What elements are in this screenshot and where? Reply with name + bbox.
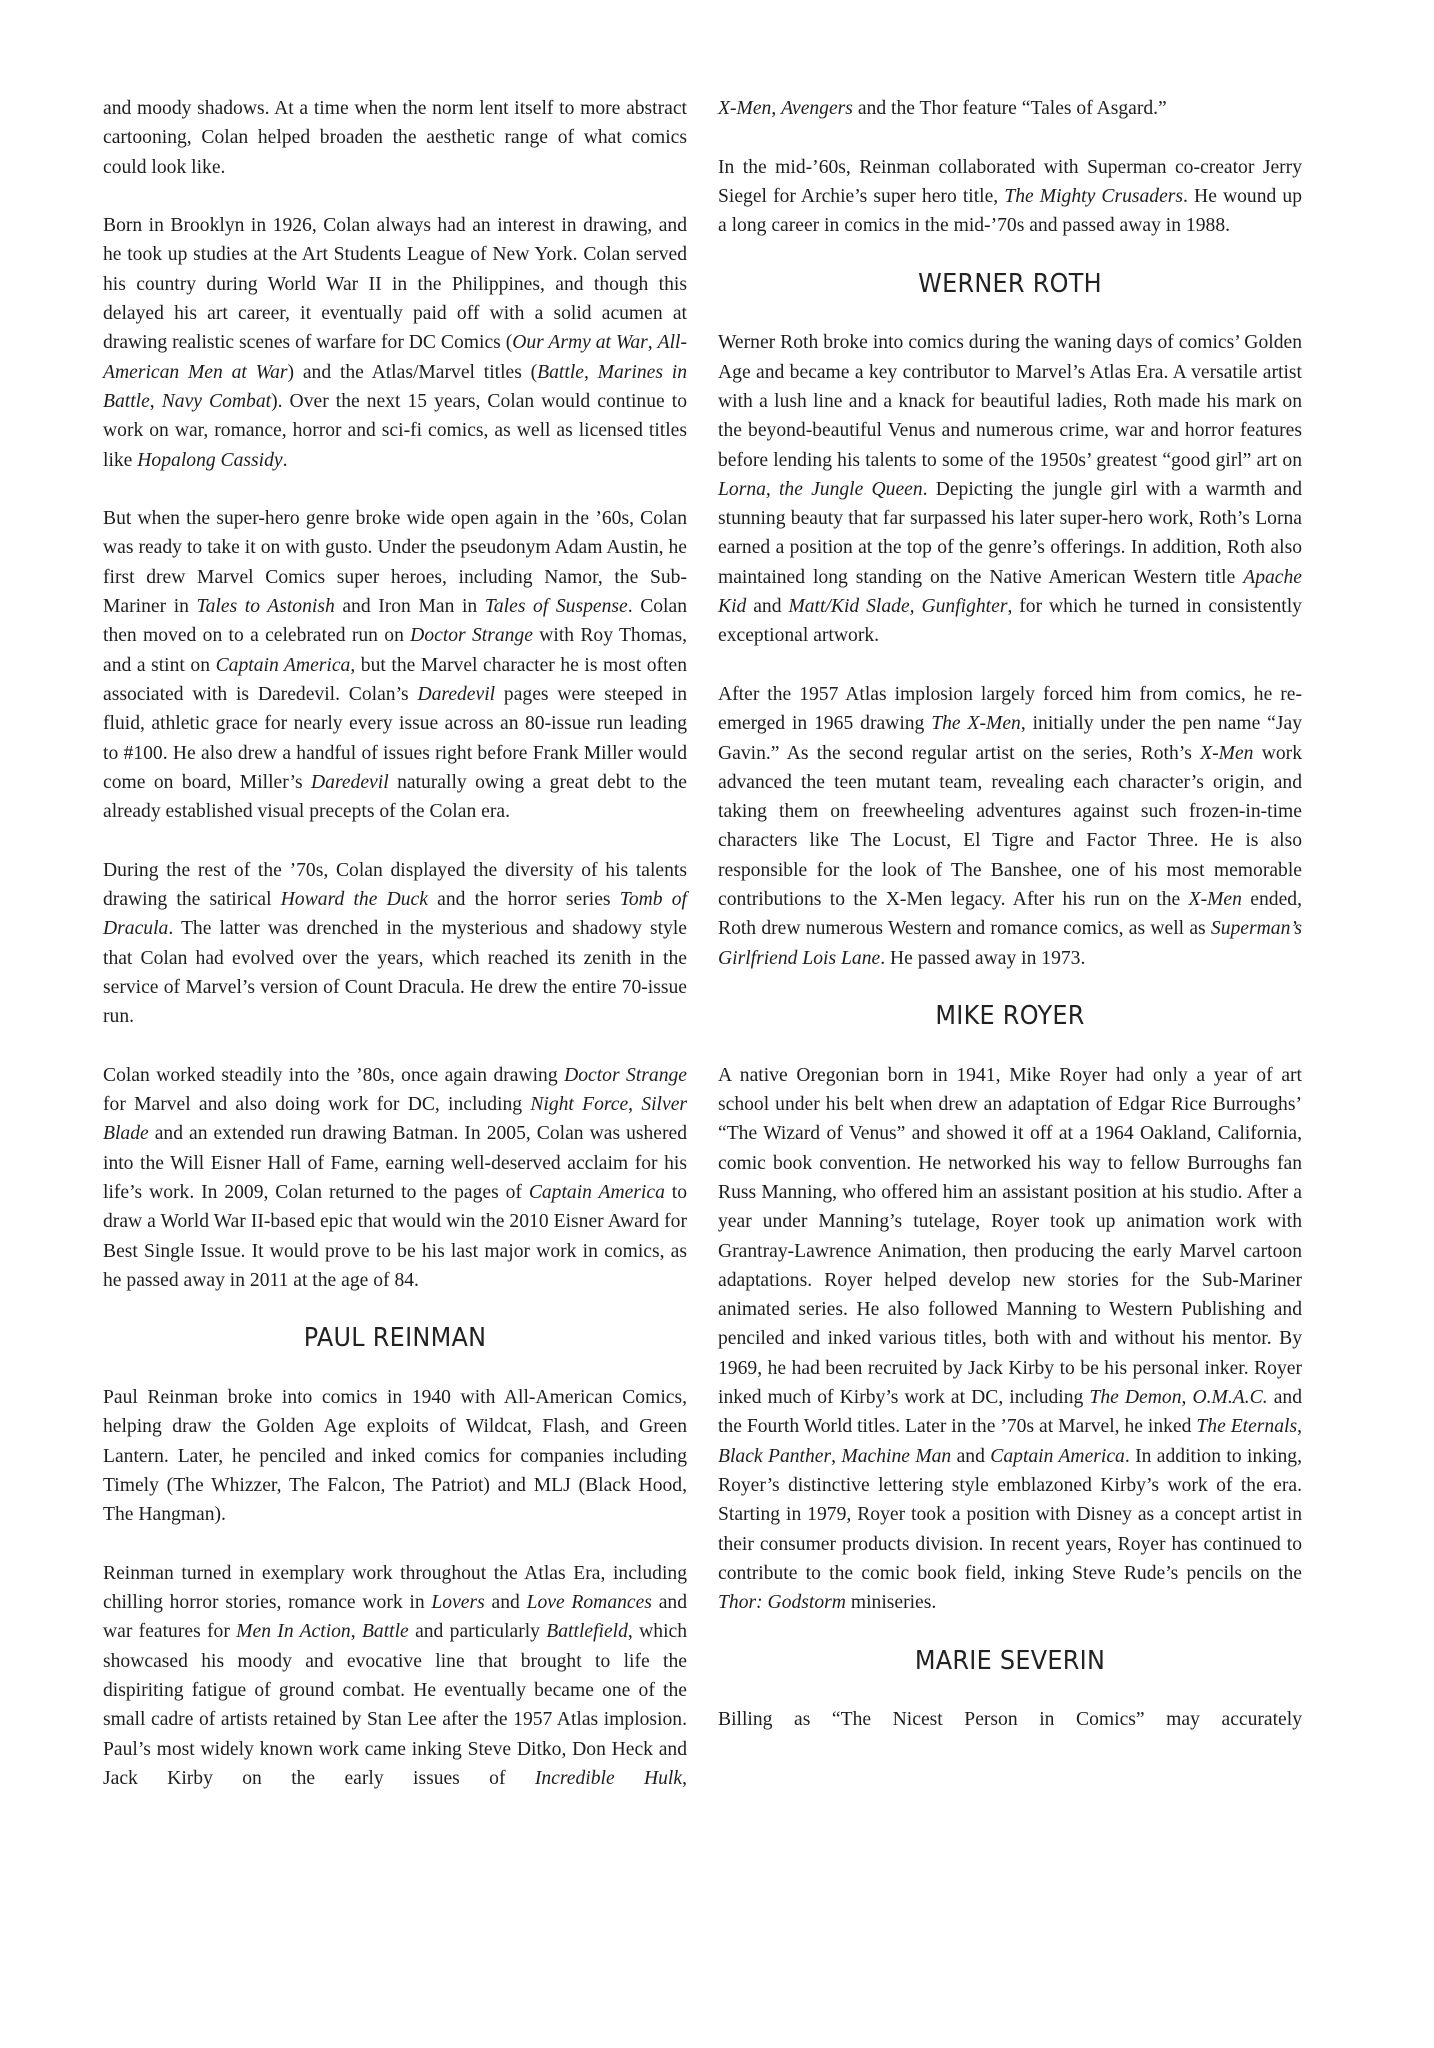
- italic-title: Love Romances: [526, 1592, 652, 1614]
- paragraph: [718, 153, 1302, 241]
- text-run: , for which he turned in consistently exceptional artwork.: [718, 596, 1302, 647]
- italic-title: Captain America: [215, 654, 351, 676]
- text-run: ,: [628, 1094, 642, 1116]
- text-run: ,: [1297, 1416, 1302, 1438]
- italic-title: Superman’s Girlfriend Lois Lane: [718, 918, 1302, 969]
- text-run: Reinman turned in exemplary work throughout the Atlas Era, including chilling horror stories, romance work in: [103, 1562, 687, 1614]
- text-run: . In addition to inking, Royer’s distinctive lettering style emblazoned Kirby’s work of the era. Starting in 1979, Royer took a position with Disney as a concept artist in their consumer products division. In recent years, Royer has continued to contribute to the comic book field, inking Steve Rude’s pencils on the: [718, 1445, 1302, 1584]
- paragraph: [718, 94, 1302, 123]
- italic-title: Captain America: [528, 1181, 665, 1203]
- text-run: and: [484, 1592, 527, 1614]
- text-run: ,: [583, 361, 598, 383]
- italic-title: O.M.A.C.: [1192, 1387, 1268, 1409]
- text-run: and: [951, 1445, 991, 1467]
- text-run: . He passed away in 1973.: [880, 947, 1086, 969]
- text-run: and the Thor feature “Tales of Asgard.”: [852, 98, 1167, 119]
- text-run: ,: [771, 98, 782, 119]
- italic-title: Battlefield: [546, 1621, 628, 1643]
- italic-title: Matt/Kid Slade, Gunfighter: [788, 596, 1008, 618]
- italic-title: Daredevil: [417, 683, 496, 705]
- italic-title: Doctor Strange: [410, 625, 533, 647]
- italic-title: Tales of Suspense: [484, 596, 628, 618]
- text-run: to draw a World War II-based epic that would win the 2010 Eisner Award for Best Single Issue. It would prove to be his last major work in comics, as he passed away in 2011 at the age of 84.: [103, 1181, 688, 1291]
- text-run: ) and the Atlas/Marvel titles (: [287, 361, 538, 383]
- paragraph: [103, 1559, 687, 1793]
- section-heading: WERNER ROTH: [918, 268, 1102, 299]
- text-run: work advanced the teen mutant team, revealing each character’s origin, and taking them on freewheeling adventures against such frozen-in-time characters like The Locust, El Tigre and Factor Three. He is also responsible for the look of The Banshee, one of his most memorable contributions to the X-Men legacy. After his run on the: [718, 742, 1302, 911]
- paragraph: [718, 680, 1302, 973]
- paragraph: [103, 1383, 687, 1529]
- italic-title: Men In Action: [236, 1621, 351, 1643]
- text-run: After the 1957 Atlas implosion largely forced him from comics, he re-emerged in 1965 drawing: [718, 683, 1302, 735]
- text-run: with Roy Thomas, and a stint on: [103, 625, 687, 676]
- italic-title: Avengers: [781, 98, 853, 119]
- text-run: and war features for: [103, 1592, 687, 1643]
- italic-title: Hopalong Cassidy: [137, 449, 283, 471]
- italic-title: X-Men: [718, 98, 772, 119]
- italic-title: Daredevil: [311, 771, 389, 793]
- italic-title: Doctor Strange: [564, 1064, 687, 1086]
- italic-title: All-American Men at War: [103, 332, 687, 383]
- text-run: . Depicting the jungle girl with a warmth and stunning beauty that far surpassed his later super-hero work, Roth’s Lorna earned a position at the top of the genre’s offerings. In addition, Roth also maintained long standing on the Native American Western title: [718, 478, 1302, 588]
- italic-title: Tales to Astonish: [196, 596, 335, 618]
- text-run: During the rest of the ’70s, Colan displayed the diversity of his talents drawing the satirical: [103, 859, 687, 911]
- text-run: , which showcased his moody and evocative line that brought to life the dispiriting fatigue of ground combat. He eventually became one of the small cadre of artists retained by Stan Lee after the 1957 Atlas implosion. Paul’s most widely known work came inking Steve Ditko, Don Heck and Jack Kirby on the early issues of: [103, 1621, 688, 1789]
- italic-title: Battle: [361, 1621, 409, 1643]
- text-run: , initially under the pen name “Jay Gavin.” As the second regular artist on the series, Roth’s: [718, 713, 1302, 764]
- italic-title: Black Panther: [718, 1445, 832, 1467]
- section-heading: MARIE SEVERIN: [914, 1645, 1106, 1676]
- italic-title: Silver Blade: [103, 1094, 688, 1145]
- text-run: and an extended run drawing Batman. In 2005, Colan was ushered into the Will Eisner Hall of Fame, earning well-deserved acclaim for his life’s work. In 2009, Colan returned to the pages of: [103, 1123, 687, 1203]
- paragraph: [718, 328, 1302, 650]
- italic-title: Night Force: [530, 1094, 629, 1116]
- text-run: naturally owing a great debt to the already established visual precepts of the Colan era.: [103, 771, 688, 823]
- left-column: [103, 94, 687, 1823]
- section-heading: MIKE ROYER: [935, 1001, 1085, 1032]
- italic-title: Lorna, the Jungle Queen: [718, 478, 923, 500]
- paragraph: [103, 94, 687, 182]
- text-run: Colan worked steadily into the ’80s, once again drawing: [103, 1064, 565, 1086]
- italic-title: Battle: [537, 361, 584, 383]
- italic-title: The Eternals: [1196, 1416, 1298, 1438]
- italic-title: Our Army at War: [512, 332, 648, 354]
- italic-title: Apache Kid: [718, 566, 1302, 618]
- italic-title: X-Men: [1188, 889, 1242, 911]
- text-run: ended, Roth drew numerous Western and romance comics, as well as: [718, 889, 1302, 940]
- text-run: ,: [350, 1621, 362, 1643]
- text-run: . He wound up a long career in comics in the mid-’70s and passed away in 1988.: [718, 185, 1303, 237]
- text-run: A native Oregonian born in 1941, Mike Royer had only a year of art school under his belt when drew an adaptation of Edgar Rice Burroughs’ “The Wizard of Venus” and showed it off at a 1964 Oakland, California, comic book convention. He networked his way to fellow Burroughs fan Russ Manning, who offered him an assistant position at his studio. After a year under Manning’s tutelage, Royer took up animation work with Grantray-Lawrence Animation, then producing the early Marvel cartoon adaptations. Royer helped develop new stories for the Sub-Mariner animated series. He also followed Manning to Western Publishing and penciled and inked various titles, both with and without his mentor. By 1969, he had been recruited by Jack Kirby to be his personal inker. Royer inked much of Kirby’s work at DC, including: [718, 1064, 1302, 1409]
- text-run: .: [282, 449, 288, 471]
- italic-title: Marines in Battle: [103, 361, 687, 412]
- text-run: ,: [149, 390, 162, 412]
- paragraph: [103, 504, 687, 826]
- italic-title: Machine Man: [841, 1445, 952, 1467]
- text-run: for Marvel and also doing work for DC, including: [103, 1094, 531, 1116]
- paragraph: [718, 1061, 1302, 1618]
- section-heading: PAUL REINMAN: [303, 1323, 487, 1354]
- italic-title: Howard the Duck: [280, 889, 428, 911]
- text-run: pages were steeped in fluid, athletic grace for nearly every issue across an 80-issue run leading to #100. He also drew a handful of issues right before Frank Miller would come on board, Miller’s: [103, 683, 687, 793]
- italic-title: Incredible Hulk: [534, 1767, 683, 1789]
- text-run: ,: [682, 1767, 687, 1789]
- text-run: , but the Marvel character he is most often associated with is Daredevil. Colan’s: [103, 654, 687, 705]
- paragraph: [718, 1705, 1302, 1734]
- text-run: ). Over the next 15 years, Colan would continue to work on war, romance, horror and sci-fi comics, as well as licensed titles like: [103, 390, 687, 471]
- italic-title: The Demon: [1089, 1387, 1182, 1409]
- italic-title: Lovers: [431, 1592, 485, 1614]
- text-run: . Colan then moved on to a celebrated run on: [103, 596, 687, 647]
- paragraph: [103, 1061, 687, 1295]
- text-run: and moody shadows. At a time when the norm lent itself to more abstract cartooning, Colan helped broaden the aesthetic range of what comics could look like.: [103, 98, 687, 178]
- text-run: and Iron Man in: [334, 596, 485, 618]
- text-run: Born in Brooklyn in 1926, Colan always had an interest in drawing, and he took up studies at the Art Students League of New York. Colan served his country during World War II in the Philippines, and though this delayed his art career, it eventually paid off with a solid acumen at drawing realistic scenes of warfare for DC Comics (: [103, 215, 687, 354]
- text-run: . The latter was drenched in the mysterious and shadowy style that Colan had evolved over the years, which reached its zenith in the service of Marvel’s version of Count Dracula. He drew the entire 70-issue run.: [103, 918, 687, 1028]
- text-run: ,: [831, 1445, 842, 1467]
- text-run: ,: [647, 332, 658, 354]
- italic-title: Tomb of Dracula: [103, 889, 687, 940]
- text-run: ,: [1181, 1387, 1193, 1409]
- text-run: But when the super-hero genre broke wide open again in the ’60s, Colan was ready to take it on with gusto. Under the pseudonym Adam Austin, he first drew Marvel Comics super heroes, including Namor, the Sub-Mariner in: [103, 508, 687, 618]
- italic-title: Thor: Godstorm: [718, 1592, 846, 1614]
- text-run: Werner Roth broke into comics during the waning days of comics’ Golden Age and became a key contributor to Marvel’s Atlas Era. A versatile artist with a lush line and a knack for beautiful ladies, Roth made his mark on the beyond-beautiful Venus and numerous crime, war and horror features before lending his talents to some of the 1950s’ greatest “good girl” art on: [718, 332, 1302, 471]
- text-run: Paul Reinman broke into comics in 1940 with All-American Comics, helping draw the Golden Age exploits of Wildcat, Flash, and Green Lantern. Later, he penciled and inked comics for companies including Timely (The Whizzer, The Falcon, The Patriot) and MLJ (Black Hood, The Hangman).: [103, 1387, 687, 1526]
- text-run: and: [746, 596, 789, 618]
- text-run: and the Fourth World titles. Later in the ’70s at Marvel, he inked: [718, 1387, 1302, 1438]
- italic-title: The X-Men: [931, 713, 1021, 735]
- right-column: [718, 94, 1302, 1764]
- text-run: In the mid-’60s, Reinman collaborated with Superman co-creator Jerry Siegel for Archie’s super hero title,: [718, 156, 1302, 207]
- text-run: and particularly: [408, 1621, 547, 1643]
- text-run: Billing as “The Nicest Person in Comics” may accurately: [718, 1709, 1302, 1731]
- text-run: miniseries.: [845, 1592, 937, 1614]
- paragraph: [103, 211, 687, 475]
- text-run: and the horror series: [427, 889, 620, 911]
- italic-title: The Mighty Crusaders: [1004, 185, 1184, 207]
- italic-title: Navy Combat: [161, 390, 272, 412]
- italic-title: X-Men: [1200, 742, 1254, 764]
- italic-title: Captain America: [990, 1445, 1125, 1467]
- paragraph: [103, 856, 687, 1032]
